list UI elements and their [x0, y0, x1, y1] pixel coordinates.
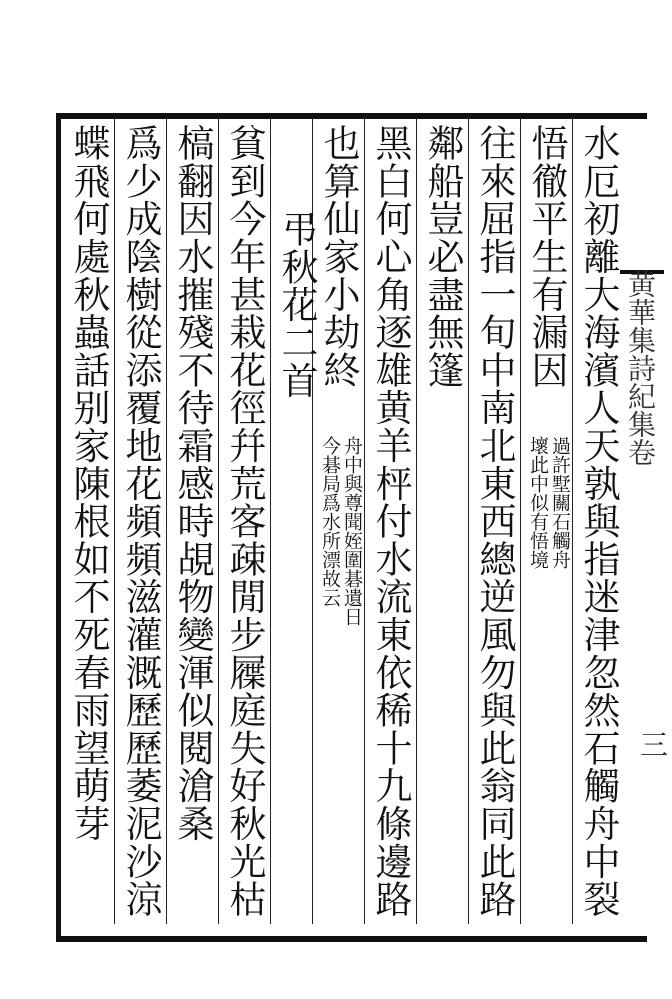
text-column: 水厄初離大海濱人天孰與指迷津忽然石觸舟中裂 — [577, 124, 620, 918]
text-column: 鄰船豈必盡無篷 — [421, 124, 464, 389]
note-line: 壞此中似有悟境 — [527, 436, 549, 569]
text-column: 也算仙家小劫終 — [317, 124, 360, 389]
column-rule — [468, 119, 469, 924]
margin-page-number: 三 — [636, 730, 669, 758]
column-rule — [166, 119, 167, 924]
column-rule — [218, 119, 219, 924]
text-column: 貧到今年甚栽花徑幷荒客疎閒步屧庭失好秋光枯 — [223, 124, 266, 918]
column-rule — [270, 119, 271, 924]
text-column: 爲少成陰樹從添覆地花頻頻滋灌溉歷歷萎泥沙涼 — [119, 124, 162, 918]
column-rule — [114, 119, 115, 924]
text-column: 黑白何心角逐雄黄羊枰付水流東依稀十九條邊路 — [369, 124, 412, 918]
margin-book-title: 黄華集詩紀集卷 — [624, 270, 657, 466]
poem-title: 弔秋花二首 — [275, 210, 318, 399]
column-rule — [520, 119, 521, 924]
text-column: 槁翻因水摧殘不待霜感時覘物變渾似閱滄桑 — [171, 124, 214, 843]
interlinear-note — [320, 436, 362, 626]
column-rule — [364, 119, 365, 924]
text-column: 往來屈指一旬中南北東西總逆風勿與此翁同此路 — [473, 124, 516, 918]
note-line: 過許墅關石觸舟 — [549, 436, 571, 569]
column-rule — [572, 119, 573, 924]
column-rule — [416, 119, 417, 924]
note-line: 今碁局爲水所漂故云 — [319, 436, 341, 607]
text-column: 蝶飛何處秋蟲話别家陳根如不死春雨望萌芽 — [67, 124, 110, 843]
text-column: 悟徹平生有漏因 — [525, 124, 568, 389]
interlinear-note — [528, 436, 570, 569]
note-line: 舟中與尊聞姪圍碁遺日 — [341, 436, 363, 626]
